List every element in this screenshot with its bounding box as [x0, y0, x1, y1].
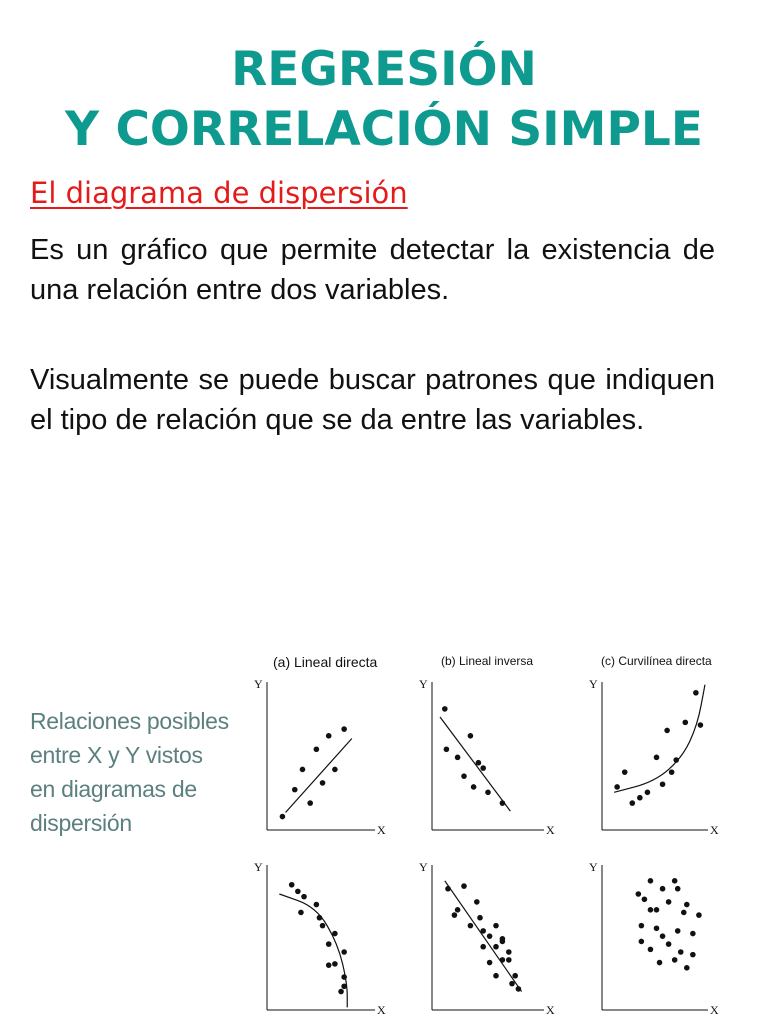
diagram-5-data-point	[493, 973, 499, 979]
diagram-4-data-point	[332, 931, 338, 937]
diagram-5-data-point	[487, 960, 493, 966]
diagram-1-x-axis-label: X	[377, 823, 386, 837]
diagram-4-trend-line	[279, 894, 347, 1007]
diagram-3-data-point	[614, 784, 620, 790]
diagram-1-data-point	[292, 787, 298, 793]
side-caption-line: entre X y Y vistos	[30, 742, 203, 768]
diagram-4-data-point	[341, 974, 347, 980]
page-title-line-1: REGRESIÓN	[231, 42, 537, 97]
diagram-4-data-point	[320, 923, 326, 929]
side-caption-line: Relaciones posibles	[30, 708, 229, 734]
diagram-3-title: (c) Curvilínea directa	[601, 654, 712, 668]
diagram-4-data-point	[332, 961, 338, 967]
diagram-3-data-point	[645, 790, 651, 796]
diagram-3-data-point	[660, 781, 666, 787]
diagram-6-data-point	[654, 925, 660, 931]
page-title-line-2: Y CORRELACIÓN SIMPLE	[65, 102, 703, 157]
diagram-2-data-point	[461, 773, 467, 779]
diagram-3-data-point	[673, 757, 679, 763]
diagram-6-x-axis-label: X	[710, 1003, 719, 1017]
side-caption-line: en diagramas de	[30, 776, 197, 802]
diagram-5-data-point	[506, 949, 512, 955]
diagram-6-data-point	[678, 949, 684, 955]
diagram-5-x-axis-label: X	[546, 1003, 555, 1017]
diagram-5-data-point	[480, 944, 486, 950]
diagram-1-data-point	[320, 780, 326, 786]
diagram-4-data-point	[301, 894, 307, 900]
diagram-5-data-point	[506, 957, 512, 963]
diagram-4-y-axis-label: Y	[254, 860, 263, 874]
diagram-3-data-point	[682, 720, 688, 726]
diagram-5-data-point	[500, 957, 506, 963]
diagram-4-data-point	[314, 902, 320, 908]
diagram-1-data-point	[326, 733, 332, 739]
diagram-2-data-point	[442, 706, 448, 712]
diagram-6-data-point	[675, 928, 681, 934]
diagram-6-data-point	[639, 939, 645, 945]
paragraph-patterns: Visualmente se puede buscar patrones que indiquen el tipo de relación que se da entre las variables.	[30, 364, 715, 436]
diagram-2-x-axis-label: X	[546, 823, 555, 837]
diagram-6-data-point	[642, 896, 648, 902]
diagram-6-data-point	[654, 907, 660, 913]
diagram-6-data-point	[666, 899, 672, 905]
diagram-4-data-point	[295, 889, 301, 895]
diagram-4-data-point	[341, 983, 347, 989]
diagram-4-x-axis-label: X	[377, 1003, 386, 1017]
diagram-5-data-point	[477, 915, 483, 921]
diagram-5-data-point	[452, 912, 458, 918]
diagram-6-data-point	[696, 912, 702, 918]
diagram-5-data-point	[493, 944, 499, 950]
diagram-1-title: (a) Lineal directa	[273, 654, 378, 670]
diagram-5-data-point	[480, 928, 486, 934]
diagram-3-data-point	[664, 728, 670, 734]
diagram-2-data-point	[485, 790, 491, 796]
diagram-3-trend-line	[614, 685, 705, 793]
diagram-5-y-axis-label: Y	[419, 860, 428, 874]
diagram-2-data-point	[444, 746, 450, 752]
diagram-2-data-point	[468, 733, 474, 739]
diagram-5-data-point	[474, 899, 480, 905]
diagram-4-data-point	[338, 989, 344, 995]
diagram-4-data-point	[298, 910, 304, 916]
diagram-1-y-axis-label: Y	[254, 677, 263, 691]
diagram-5-data-point	[500, 936, 506, 942]
diagram-5-data-point	[461, 883, 467, 889]
diagram-3-data-point	[669, 769, 675, 775]
diagram-2-data-point	[476, 760, 482, 766]
diagram-5-data-point	[445, 886, 451, 892]
diagram-6-data-point	[660, 886, 666, 892]
section-subtitle: El diagrama de dispersión	[30, 176, 408, 210]
diagram-1-data-point	[300, 767, 306, 773]
diagram-2-data-point	[480, 765, 486, 771]
diagram-5-data-point	[468, 923, 474, 929]
diagram-6-data-point	[648, 947, 654, 953]
diagram-6-data-point	[690, 931, 696, 937]
diagram-5-data-point	[493, 923, 499, 929]
diagram-3-y-axis-label: Y	[589, 677, 598, 691]
diagram-2-data-point	[500, 800, 506, 806]
diagram-4-data-point	[317, 915, 323, 921]
diagram-3-data-point	[698, 722, 704, 728]
diagram-1-data-point	[341, 726, 347, 732]
diagram-3-x-axis-label: X	[710, 823, 719, 837]
diagram-4-data-point	[341, 949, 347, 955]
diagram-6-data-point	[672, 957, 678, 963]
diagram-6-data-point	[684, 902, 690, 908]
diagram-2-y-axis-label: Y	[419, 677, 428, 691]
diagram-2-title: (b) Lineal inversa	[441, 654, 534, 668]
diagram-5-data-point	[487, 933, 493, 939]
diagram-4-data-point	[326, 941, 332, 947]
diagram-6-data-point	[660, 933, 666, 939]
diagram-6-data-point	[684, 965, 690, 971]
diagram-6-data-point	[636, 891, 642, 897]
diagram-6-data-point	[666, 941, 672, 947]
diagram-4-data-point	[326, 962, 332, 968]
diagram-2-data-point	[455, 755, 461, 761]
diagram-4-data-point	[289, 882, 295, 888]
diagram-6-data-point	[690, 952, 696, 958]
diagram-3-data-point	[622, 769, 628, 775]
diagram-6-data-point	[648, 878, 654, 884]
diagram-1-data-point	[307, 800, 313, 806]
side-caption-line: dispersión	[30, 810, 132, 836]
diagram-6-data-point	[648, 907, 654, 913]
diagram-5-data-point	[512, 973, 518, 979]
diagram-6-data-point	[639, 923, 645, 929]
diagram-3-data-point	[654, 755, 660, 761]
diagram-1-data-point	[332, 767, 338, 773]
diagram-6-y-axis-label: Y	[589, 860, 598, 874]
diagram-2-trend-line	[440, 717, 510, 811]
diagram-6-data-point	[675, 886, 681, 892]
diagram-1-data-point	[314, 746, 320, 752]
diagram-1-data-point	[280, 814, 286, 820]
diagram-6-data-point	[672, 878, 678, 884]
diagram-5-data-point	[455, 907, 461, 913]
paragraph-definition: Es un gráfico que permite detectar la existencia de una relación entre dos variables.	[30, 234, 715, 306]
diagram-5-data-point	[516, 986, 522, 992]
diagram-3-data-point	[693, 690, 699, 696]
diagram-3-data-point	[629, 800, 635, 806]
diagram-6-data-point	[657, 960, 663, 966]
diagram-6-data-point	[681, 910, 687, 916]
diagram-2-data-point	[471, 784, 477, 790]
diagram-5-trend-line	[445, 881, 522, 992]
diagram-3-data-point	[637, 795, 643, 801]
diagram-5-data-point	[509, 981, 515, 987]
